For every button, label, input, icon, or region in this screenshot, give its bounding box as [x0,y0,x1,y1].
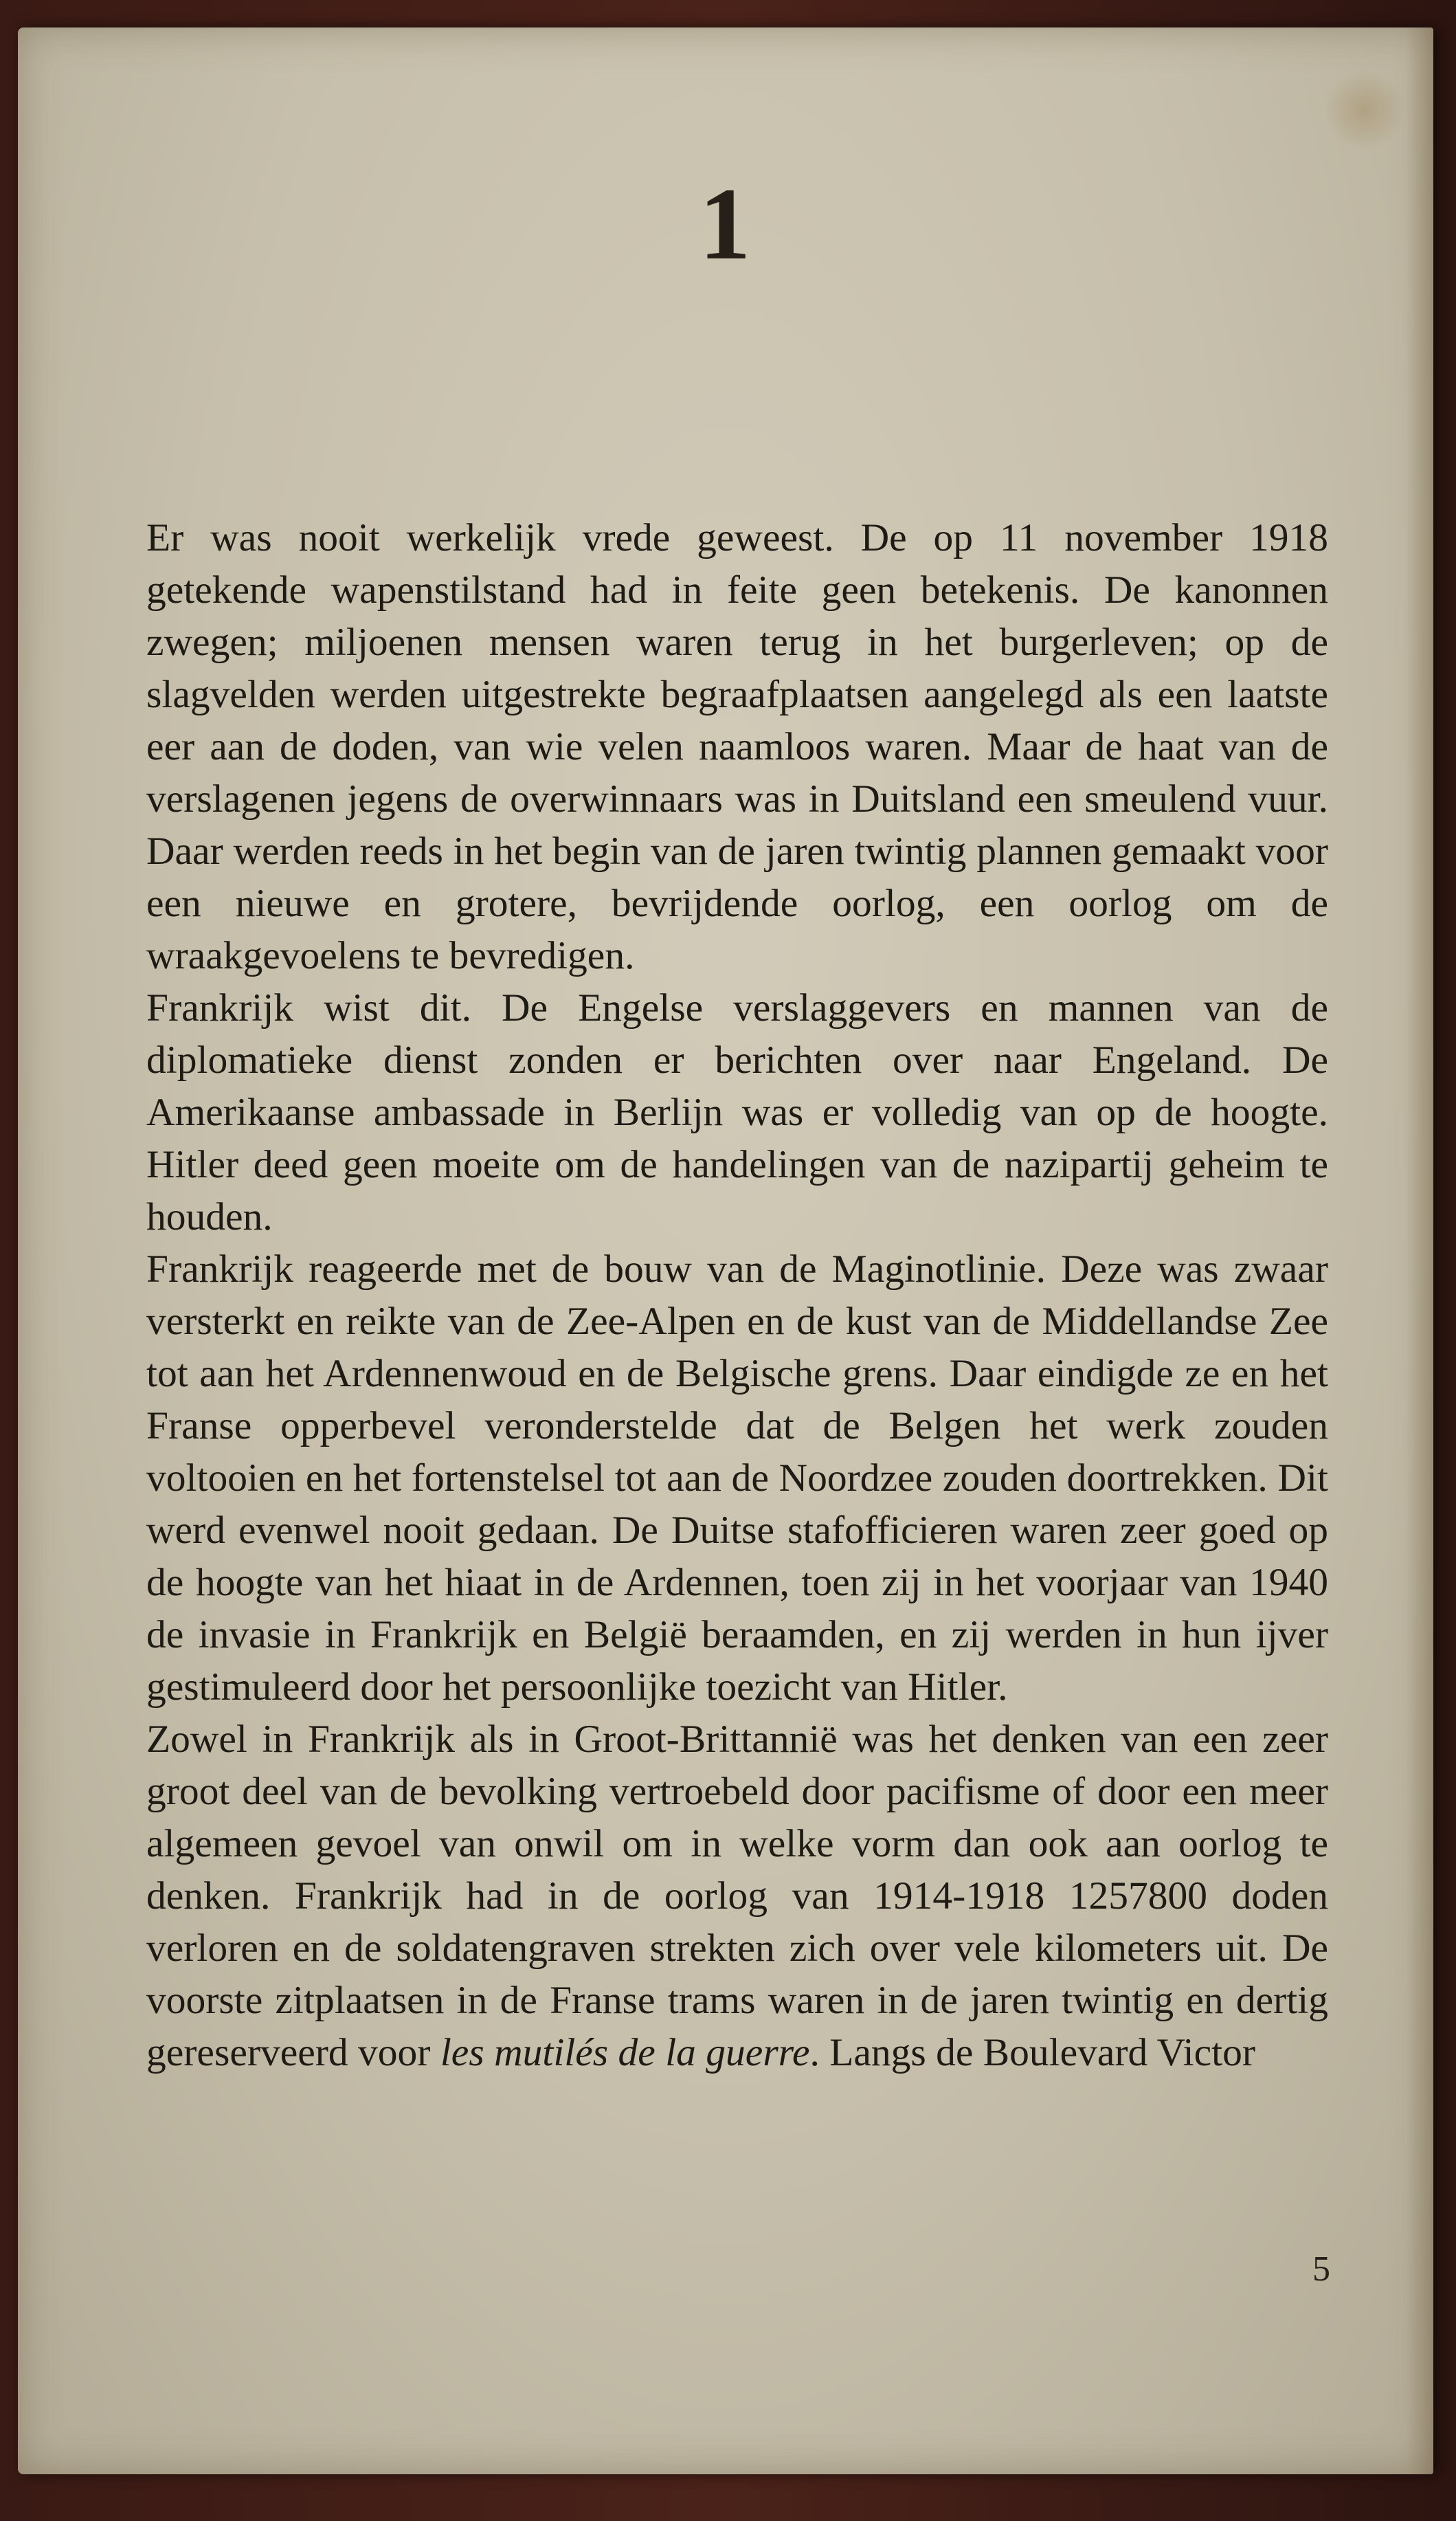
page-number: 5 [1312,2250,1330,2289]
paragraph-1: Er was nooit werkelijk vrede geweest. De op 11 november 1918 getekende wapenstilstand had in feite geen betekenis. De kanonnen zwegen; miljoenen mensen waren terug in het burgerleven; op de slagvelden werden uitgestrekte begraafplaatsen aangelegd als een laatste eer aan de doden, van wie velen naamloos waren. Maar de haat van de verslagenen jegens de overwinnaars was in Duitsland een smeulend vuur. Daar werden reeds in het begin van de jaren twintig plannen gemaakt voor een nieuwe en grotere, bevrijdende oorlog, een oorlog om de wraakgevoelens te bevredigen. [146,516,1328,977]
book-page [18,27,1433,2474]
paragraph-4-text: Zowel in Frankrijk als in Groot-Brittannië was het denken van een zeer groot deel van de bevolking vertroebeld door pacifisme of door een meer algemeen gevoel van onwil om in welke vorm dan ook aan oorlog te denken. Frankrijk had in de oorlog van 1914-1918 1257800 doden verloren en de soldatengraven strekten zich over vele kilometers uit. De voorste zitplaatsen in de Franse trams waren in de jaren twintig en dertig gereserveerd voor [146,1718,1328,2074]
page-stain [1323,69,1406,151]
body-text [146,512,1328,2079]
paragraph-4-italic-phrase: les mutilés de la guerre [440,2031,810,2074]
chapter-number: 1 [699,167,752,281]
page-edge [1406,27,1433,2474]
paragraph-2: Frankrijk wist dit. De Engelse verslaggevers en mannen van de diplomatieke dienst zonden er berichten over naar Engeland. De Amerikaanse ambassade in Berlijn was er volledig van op de hoogte. Hitler deed geen moeite om de handelingen van de nazipartij geheim te houden. [146,986,1328,1239]
paragraph-4 [146,1713,1328,2079]
paragraph-3: Frankrijk reageerde met de bouw van de Maginotlinie. Deze was zwaar versterkt en reikte van de Zee-Alpen en de kust van de Middellandse Zee tot aan het Ardennenwoud en de Belgische grens. Daar eindigde ze en het Franse opperbevel veronderstelde dat de Belgen het werk zouden voltooien en het fortenstelsel tot aan de Noordzee zouden doortrekken. Dit werd evenwel nooit gedaan. De Duitse stafofficieren waren zeer goed op de hoogte van het hiaat in de Ardennen, toen zij in het voorjaar van 1940 de invasie in Frankrijk en België beraamden, en zij werden in hun ijver gestimuleerd door het persoonlijke toezicht van Hitler. [146,1247,1328,1709]
paragraph-4-text-end: . Langs de Boulevard Victor [809,2031,1256,2074]
